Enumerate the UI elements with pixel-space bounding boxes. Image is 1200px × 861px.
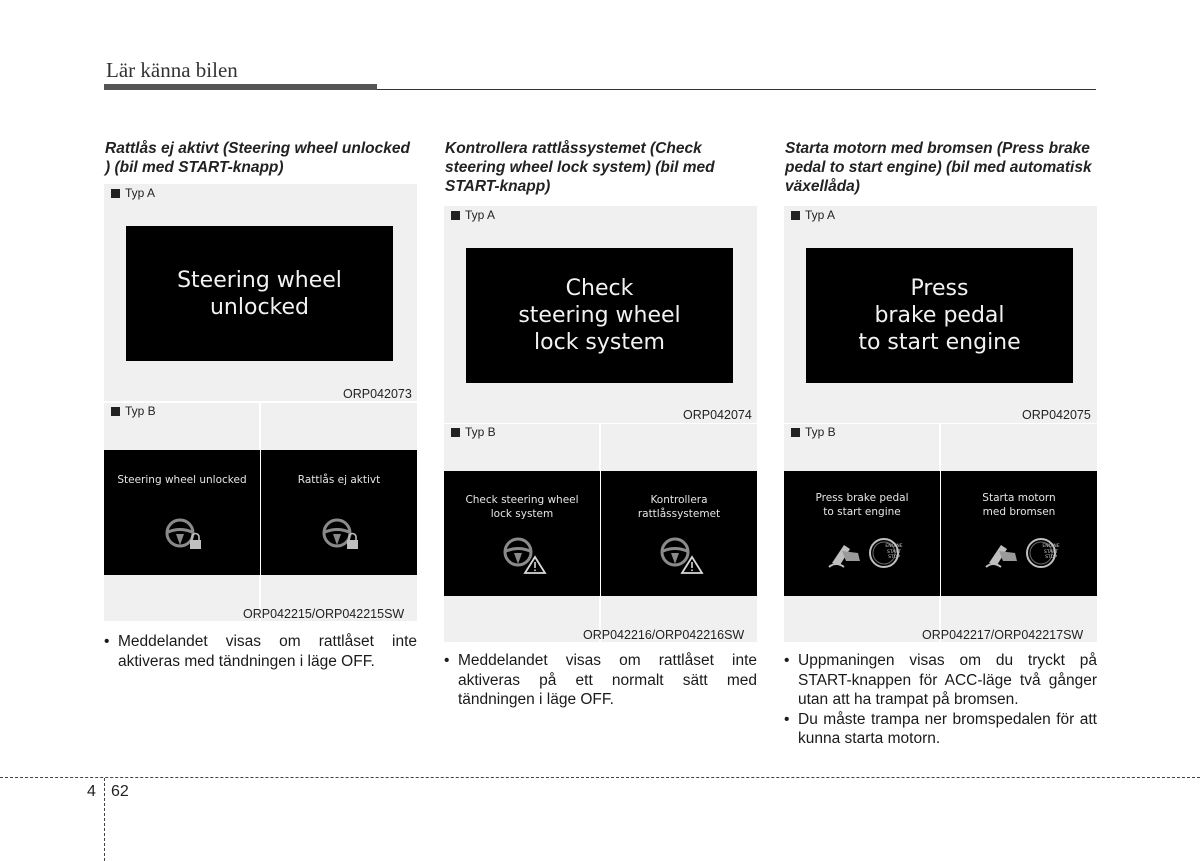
start-button-label — [876, 544, 912, 561]
start-button-line: START — [1044, 549, 1058, 555]
typ-b-label: Typ B — [791, 425, 836, 439]
display-message: med bromsen — [982, 506, 1056, 518]
section-heading: Kontrollera rattlåssystemet (Check steering wheel lock system) (bil med START-knapp) — [445, 140, 715, 195]
display-line: Press — [910, 276, 969, 301]
display-line: brake pedal — [874, 303, 1005, 328]
display-line: to start engine — [858, 330, 1021, 355]
cluster-display-typ-b-english — [104, 450, 260, 575]
display-message: lock system — [490, 508, 554, 520]
section-steering-unlocked — [105, 139, 418, 177]
display-message: Kontrollera — [650, 494, 708, 506]
cluster-display-typ-b-swedish — [601, 471, 757, 596]
typ-a-label: Typ A — [111, 186, 155, 200]
figure-code: ORP042217/ORP042217SW — [922, 628, 1084, 642]
display-line: Steering wheel — [177, 267, 342, 293]
display-message: rattlåssystemet — [637, 508, 721, 520]
bullet-list — [104, 632, 417, 671]
display-message: Rattlås ej aktivt — [297, 474, 381, 486]
cluster-display-typ-b-english — [784, 471, 940, 596]
section-heading: Starta motorn med bromsen (Press brake pedal to start engine) (bil med automatisk växellåda) — [785, 140, 1092, 195]
figure-typ-b — [784, 424, 1097, 642]
page-header-title: Lär känna bilen — [106, 58, 238, 82]
display-line: lock system — [534, 330, 665, 355]
figure-typ-b — [104, 403, 417, 621]
cluster-display-typ-b-swedish — [261, 450, 417, 575]
header-rule-thick — [104, 84, 377, 90]
display-message: Steering wheel unlocked — [117, 474, 247, 486]
figure-code: ORP042073 — [343, 387, 412, 401]
header-rule-thin — [377, 89, 1096, 90]
section-check-steering-lock — [445, 139, 758, 196]
bullet-item: • Uppmaningen visas om du tryckt på START-knappen för ACC-läge två gånger utan att ha trampat på bromsen. — [784, 652, 1097, 708]
typ-b-label: Typ B — [111, 404, 156, 418]
start-button-line: ENGINE — [1042, 544, 1060, 549]
cluster-display-typ-b-swedish — [941, 471, 1097, 596]
bullet-item: • Du måste trampa ner bromspedalen för att kunna starta motorn. — [784, 710, 1097, 747]
figure-code: ORP042216/ORP042216SW — [583, 628, 745, 642]
cluster-display-typ-a — [806, 248, 1073, 383]
start-button-line: STOP — [888, 555, 900, 560]
steering-lock-icon — [319, 516, 363, 556]
steering-warning-icon — [500, 535, 548, 577]
start-button-line: ENGINE — [885, 544, 903, 549]
steering-warning-icon — [657, 535, 705, 577]
display-line: steering wheel — [518, 303, 681, 328]
bullet-item: • Meddelandet visas om rattlåset inte aktiveras med tändningen i läge OFF. — [104, 633, 417, 670]
cluster-display-typ-a — [466, 248, 733, 383]
typ-a-label: Typ A — [451, 208, 495, 222]
figure-code: ORP042075 — [1022, 408, 1091, 422]
figure-code: ORP042215/ORP042215SW — [243, 607, 405, 621]
display-message: Starta motorn — [982, 492, 1056, 504]
figure-typ-a — [104, 184, 417, 401]
typ-a-label: Typ A — [791, 208, 835, 222]
bullet-item: • Meddelandet visas om rattlåset inte aktiveras på ett normalt sätt med tändningen i läge OFF. — [444, 652, 757, 708]
display-line: unlocked — [209, 294, 309, 320]
display-line: Check — [565, 276, 634, 301]
section-press-brake-to-start — [785, 139, 1098, 196]
chapter-number: 4 — [87, 783, 96, 800]
bullet-list — [784, 651, 1097, 749]
start-button-line: START — [887, 549, 901, 555]
start-button-line: STOP — [1045, 555, 1057, 560]
page-number: 62 — [111, 783, 129, 800]
display-message: Check steering wheel — [465, 494, 579, 506]
display-message: Press brake pedal — [815, 492, 909, 504]
footer-rule — [0, 777, 1200, 778]
section-heading: Rattlås ej aktivt (Steering wheel unlocked ) (bil med START-knapp) — [105, 140, 410, 176]
cluster-display-typ-b-english — [444, 471, 600, 596]
start-button-label — [1033, 544, 1069, 561]
steering-lock-icon — [162, 516, 206, 556]
footer-margin-rule — [104, 778, 105, 861]
display-message: to start engine — [823, 506, 901, 518]
figure-code: ORP042074 — [683, 408, 752, 422]
typ-b-label: Typ B — [451, 425, 496, 439]
bullet-list — [444, 651, 757, 710]
cluster-display-typ-a — [126, 226, 393, 361]
figure-typ-a — [444, 206, 757, 423]
figure-typ-b — [444, 424, 757, 642]
figure-typ-a — [784, 206, 1097, 423]
